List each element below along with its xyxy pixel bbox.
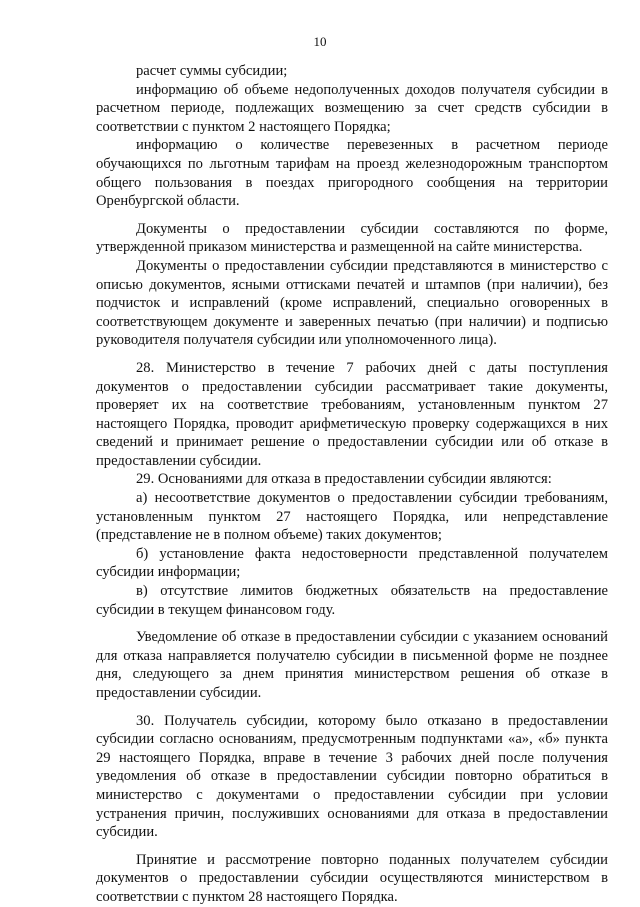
paragraph-resubmission-review: Принятие и рассмотрение повторно поданных получателем субсидии документов о предоставлении субсидии осуществляются министерством в соответствии с пунктом 28 настоящего Порядка. — [96, 851, 608, 905]
page-number: 10 — [313, 34, 327, 49]
paragraph-item-29-a: а) несоответствие документов о предоставлении субсидии требованиям, установленным пунктом 27 настоящего Порядка, или непредставление (представление не в полном объеме) таких документов; — [96, 490, 608, 544]
paragraph-documents-form: Документы о предоставлении субсидии составляются по форме, утвержденной приказом министерства и размещенной на сайте министерства. — [96, 220, 608, 256]
paragraph-calc-sum: расчет суммы субсидии; — [136, 63, 288, 79]
paragraph-refusal-notice: Уведомление об отказе в предоставлении субсидии с указанием оснований для отказа направляется получателю субсидии в письменной форме не позднее дня, следующего за днем принятия министерством решения об отказе в предоставлении субсидии. — [96, 629, 608, 701]
paragraph-documents-submission: Документы о предоставлении субсидии представляются в министерство с описью документов, ясными оттисками печатей и штампов (при наличии), без подчисток и исправлений (кроме исправлений, специально оговоренных в соответствующем документе и заверенных печатью (при наличии) и подписью руководителя получателя субсидии или уполномоченного лица). — [96, 257, 608, 349]
paragraph-item-30: 30. Получатель субсидии, которому было отказано в предоставлении субсидии согласно основаниям, предусмотренным подпунктами «а», «б» пункта 29 настоящего Порядка, вправе в течение 3 рабочих дней после получения уведомления об отказе в предоставлении субсидии повторно обратиться в министерство с документами о предоставлении субсидии при условии устранения причин, послуживших основаниями для отказа в предоставлении субсидии. — [96, 712, 608, 841]
paragraph-students-count-info: информацию о количестве перевезенных в расчетном периоде обучающихся по льготным тарифам на проезд железнодорожным транспортом общего пользования в поездах пригородного сообщения на территории Оренбургской области. — [96, 137, 608, 210]
paragraph-item-29-v: в) отсутствие лимитов бюджетных обязательств на предоставление субсидии в текущем финансовом году. — [96, 583, 608, 618]
document-body — [96, 62, 608, 907]
paragraph-item-28: 28. Министерство в течение 7 рабочих дней с даты поступления документов о предоставлении субсидии рассматривает такие документы, проверяет их на соответствие требованиям, установленным пунктом 27 настоящего Порядка, проводит арифметическую проверку содержащихся в них сведений и принимает решение о предоставлении субсидии или об отказе в предоставлении субсидии. — [96, 359, 608, 469]
paragraph-item-29: 29. Основаниями для отказа в предоставлении субсидии являются: — [136, 471, 552, 488]
paragraph-item-29-b: б) установление факта недостоверности представленной получателем субсидии информации; — [96, 545, 608, 581]
paragraph-lost-income-info: информацию об объеме недополученных доходов получателя субсидии в расчетном периоде, подлежащих возмещению за счет средств субсидии в соответствии с пунктом 2 настоящего Порядка; — [96, 81, 608, 135]
